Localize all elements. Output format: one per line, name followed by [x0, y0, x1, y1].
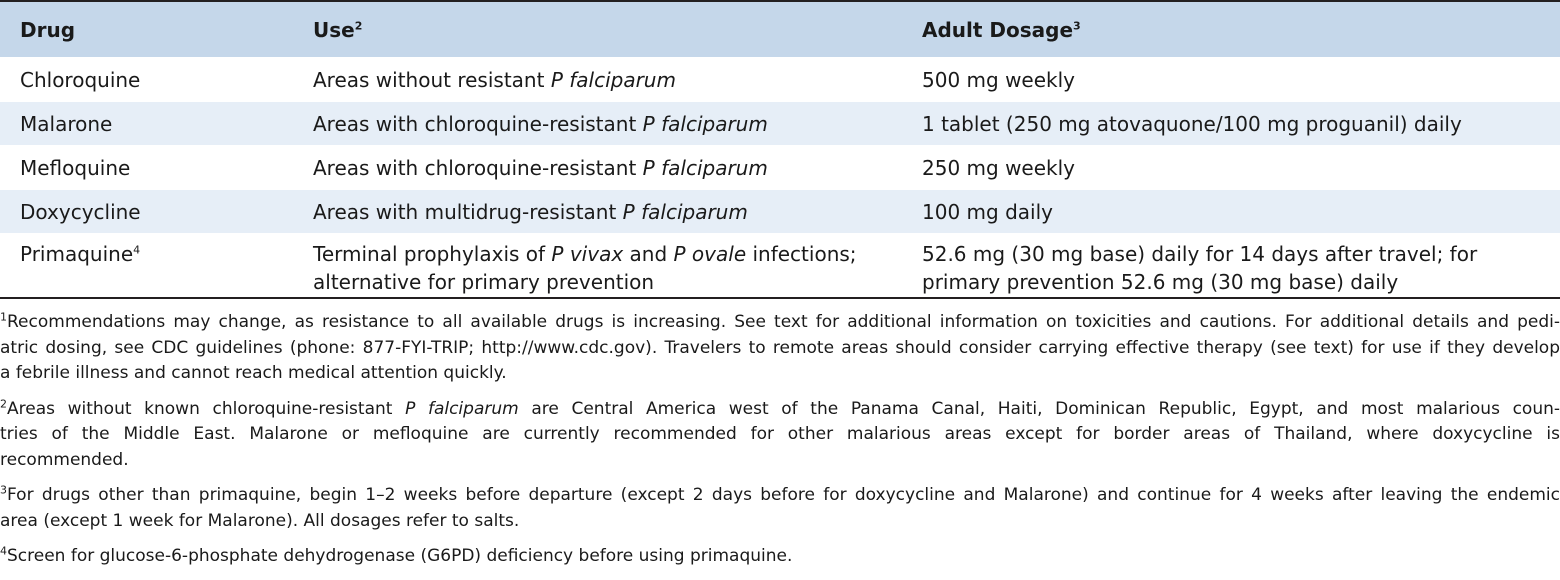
- table-row: [0, 101, 1560, 145]
- dosage-cell: 1 tablet (250 mg atovaquone/100 mg proguanil) daily: [922, 111, 1462, 136]
- table-bottom-rule: [0, 297, 1560, 299]
- header-use-footnote-ref: 2: [354, 18, 363, 32]
- footnote-2: $^2$Areas without known chloroquine-resistant P falciparum are Central America west of the Panama Canal, Haiti, Dominican Republic, Egypt, and most malarious coun- tries of the Middle East. Malarone or mefloquine are currently recommended for other malarious areas except for border areas of Thailand, where doxycycline is recommended.: [0, 396, 1560, 470]
- table-row: [0, 145, 1560, 189]
- header-adult-dosage: Adult Dosage$^3$: [922, 17, 1081, 42]
- use-cell: Areas with chloroquine-resistant P falciparum: [313, 155, 768, 180]
- footnote-1: $^1$Recommendations may change, as resistance to all available drugs is increasing. See text for additional information on toxicities and cautions. For additional details and pedi- atric dosing, see CDC guidelines (phone: 877-FYI-TRIP; http://www.cdc.gov). Travelers to remote areas should consider carrying effective therapy (see text) for use if they develop a febrile illness and cannot reach medical attention quickly.: [0, 310, 1560, 383]
- header-dosage-footnote-ref: 3: [1073, 18, 1081, 32]
- drug-cell: Chloroquine: [20, 67, 141, 92]
- footnote-marker: 2: [0, 396, 7, 410]
- use-cell: Areas with chloroquine-resistant P falciparum: [313, 111, 768, 136]
- use-cell: Terminal prophylaxis of P vivax and P ovale infections; alternative for primary prevention: [313, 242, 857, 294]
- dosage-cell: 100 mg daily: [922, 199, 1053, 224]
- footnote-marker: 1: [0, 310, 7, 324]
- drug-cell: Doxycycline: [20, 199, 141, 224]
- dosage-cell: 250 mg weekly: [922, 155, 1076, 180]
- use-cell: Areas with multidrug-resistant P falciparum: [313, 199, 748, 224]
- header-drug: Drug: [20, 17, 76, 42]
- use-cell: Areas without resistant P falciparum: [313, 67, 676, 92]
- dosage-cell: 52.6 mg (30 mg base) daily for 14 days after travel; for primary prevention 52.6 mg (30 mg base) daily: [922, 242, 1478, 294]
- drug-cell: Malarone: [20, 111, 113, 136]
- table-row: [0, 233, 1560, 297]
- drug-cell: Mefloquine: [20, 155, 131, 180]
- drug-footnote-ref: 4: [133, 243, 141, 257]
- footnote-marker: 3: [0, 483, 7, 497]
- table-row: [0, 189, 1560, 233]
- table-row: [0, 57, 1560, 101]
- header-use: Use$^2$: [313, 17, 363, 42]
- drug-cell: Primaquine$^4$: [20, 242, 141, 266]
- table-footnotes: [0, 310, 1560, 580]
- footnote-4: $^4$Screen for glucose-6-phosphate dehydrogenase (G6PD) deficiency before using primaquine.: [0, 544, 793, 566]
- footnote-3: $^3$For drugs other than primaquine, begin 1–2 weeks before departure (except 2 days before for doxycycline and Malarone) and continue for 4 weeks after leaving the endemic area (except 1 week for Malarone). All dosages refer to salts.: [0, 483, 1560, 531]
- footnote-marker: 4: [0, 544, 7, 558]
- table-header-row: [0, 2, 1560, 57]
- dosage-cell: 500 mg weekly: [922, 67, 1076, 92]
